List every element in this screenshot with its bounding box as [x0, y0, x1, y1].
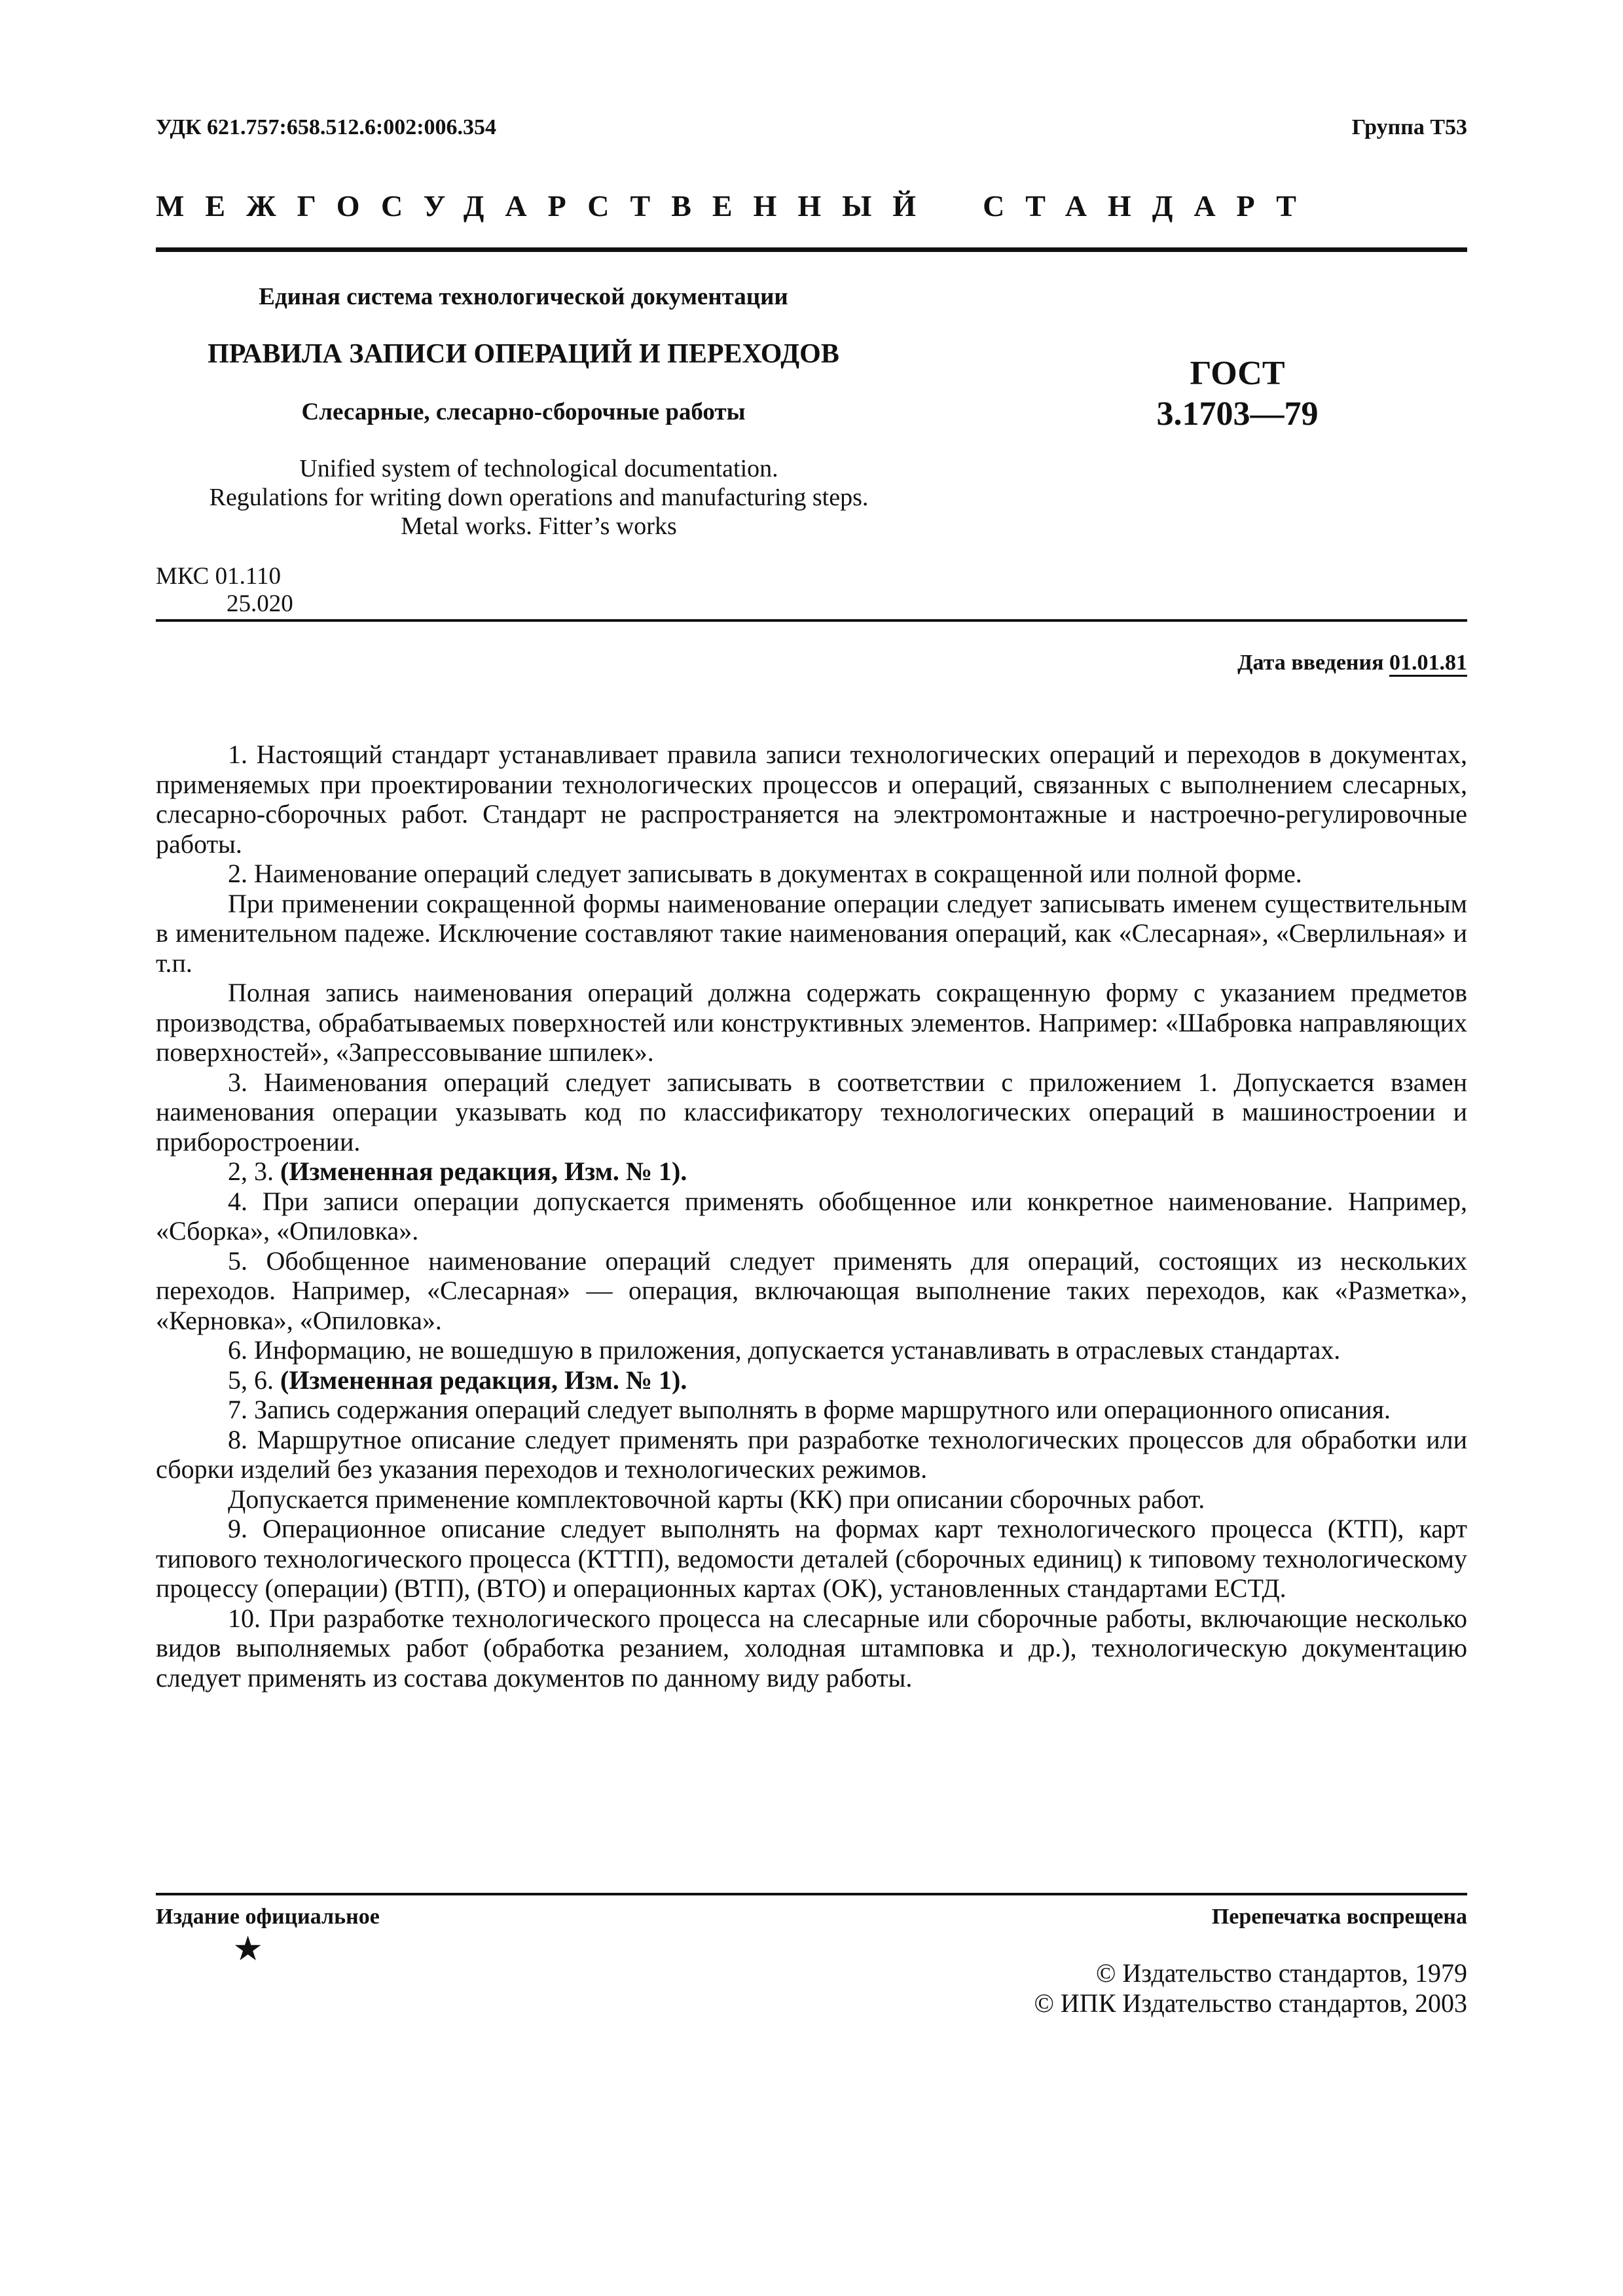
header-divider — [156, 247, 1467, 252]
amendment-note — [156, 1157, 1467, 1187]
amendment-text: (Измененная редакция, Изм. № 1). — [280, 1365, 687, 1395]
english-title-line: Metal works. Fitter’s works — [401, 512, 677, 540]
group-code: Группа Т53 — [1351, 115, 1467, 139]
paragraph: 10. При разработке технологического процесса на слесарные или сборочные работы, включающие несколько видов выполняемых работ (обработка резанием, холодная штамповка и др.), технологическую документацию следует применять из состава документов по данному виду работы. — [156, 1603, 1467, 1693]
document-subtitle: Слесарные, слесарно-сборочные работы — [301, 399, 746, 425]
paragraph: 3. Наименования операций следует записывать в соответствии с приложением 1. Допускается взамен наименования операции указывать код по классификатору технологических операций в машиностроении и приборостроении. — [156, 1067, 1467, 1157]
paragraph: При применении сокращенной формы наименование операции следует записывать именем существительным в именительном падеже. Исключение составляют такие наименования операций, как «Слесарная», «Сверлильная» и т.п. — [156, 888, 1467, 978]
gost-designation — [1113, 353, 1362, 435]
paragraph: 9. Операционное описание следует выполнять на формах карт технологического процесса (КТП), карт типового технологического процесса (КТТП), ведомости деталей (сборочных единиц) к типовому технологическому процессу (операции) (ВТП), (ВТО) и операционных картах (ОК), установленных стандартами ЕСТД. — [156, 1514, 1467, 1603]
udk-code: УДК 621.757:658.512.6:002:006.354 — [156, 115, 497, 139]
document-body — [156, 740, 1467, 1693]
paragraph: Полная запись наименования операций должна содержать сокращенную форму с указанием предметов производства, обрабатываемых поверхностей или конструктивных элементов. Например: «Шабровка направляющих поверхностей», «Запрессовывание шпилек». — [156, 978, 1467, 1067]
document-title: ПРАВИЛА ЗАПИСИ ОПЕРАЦИЙ И ПЕРЕХОДОВ — [208, 339, 839, 369]
amendment-text: (Измененная редакция, Изм. № 1). — [280, 1157, 687, 1186]
english-title-line: Unified system of technological documentation. — [299, 455, 778, 482]
official-edition: Издание официальное — [156, 1905, 380, 1929]
english-title — [156, 454, 922, 541]
english-title-line: Regulations for writing down operations and manufacturing steps. — [209, 484, 869, 511]
paragraph: 5. Обобщенное наименование операций следует применять для операций, состоящих из нескольких переходов. Например, «Слесарная» — операция, включающая выполнение таких переходов, как «Разметка», «Керновка», «Опиловка». — [156, 1246, 1467, 1335]
paragraph: 7. Запись содержания операций следует выполнять в форме маршрутного или операционного описания. — [228, 1395, 1391, 1424]
title-divider — [156, 619, 1467, 622]
gost-label: ГОСТ — [1190, 355, 1285, 392]
date-value: 01.01.81 — [1389, 651, 1467, 675]
footer-divider — [156, 1893, 1467, 1895]
paragraph: 1. Настоящий стандарт устанавливает правила записи технологических операций и переходов в документах, применяемых при проектировании технологических процессов и операций, связанных с выполнением слесарных, слесарно-сборочных работ. Стандарт не распространяется на электромонтажные и настроечно-регулировочные работы. — [156, 740, 1467, 859]
introduction-date — [1237, 651, 1467, 675]
copyright-line: © Издательство стандартов, 1979 — [1095, 1958, 1467, 1988]
paragraph: 8. Маршрутное описание следует применять при разработке технологических процессов для обработки или сборки изделий без указания переходов и технологических режимов. — [156, 1424, 1467, 1484]
standard-banner-word2: СТАНДАРТ — [983, 189, 1317, 223]
copyright-line: © ИПК Издательство стандартов, 2003 — [1034, 1988, 1467, 2018]
copyright-block — [1034, 1958, 1467, 2018]
paragraph: Допускается применение комплектовочной карты (КК) при описании сборочных работ. — [228, 1484, 1205, 1514]
paragraph: 4. При записи операции допускается применять обобщенное или конкретное наименование. Например, «Сборка», «Опиловка». — [156, 1186, 1467, 1246]
amendment-items: 2, 3. — [228, 1157, 274, 1186]
amendment-items: 5, 6. — [228, 1365, 274, 1395]
standard-banner — [156, 188, 1317, 223]
amendment-note — [156, 1365, 1467, 1395]
paragraph: 6. Информацию, не вошедшую в приложения, допускается устанавливать в отраслевых стандартах. — [228, 1335, 1341, 1365]
paragraph: 2. Наименование операций следует записывать в документах в сокращенной или полной форме. — [228, 859, 1302, 888]
mks-code: МКС 01.110 — [156, 563, 281, 590]
standard-banner-word1: МЕЖГОСУДАРСТВЕННЫЙ — [156, 189, 938, 223]
system-name: Единая система технологической документации — [259, 283, 788, 310]
mks-code: 25.020 — [227, 590, 293, 617]
date-label: Дата введения — [1237, 651, 1384, 675]
star-icon: ★ — [234, 1932, 262, 1965]
mks-codes — [156, 563, 293, 618]
reprint-notice: Перепечатка воспрещена — [1211, 1905, 1467, 1929]
gost-number: 3.1703—79 — [1156, 395, 1319, 433]
